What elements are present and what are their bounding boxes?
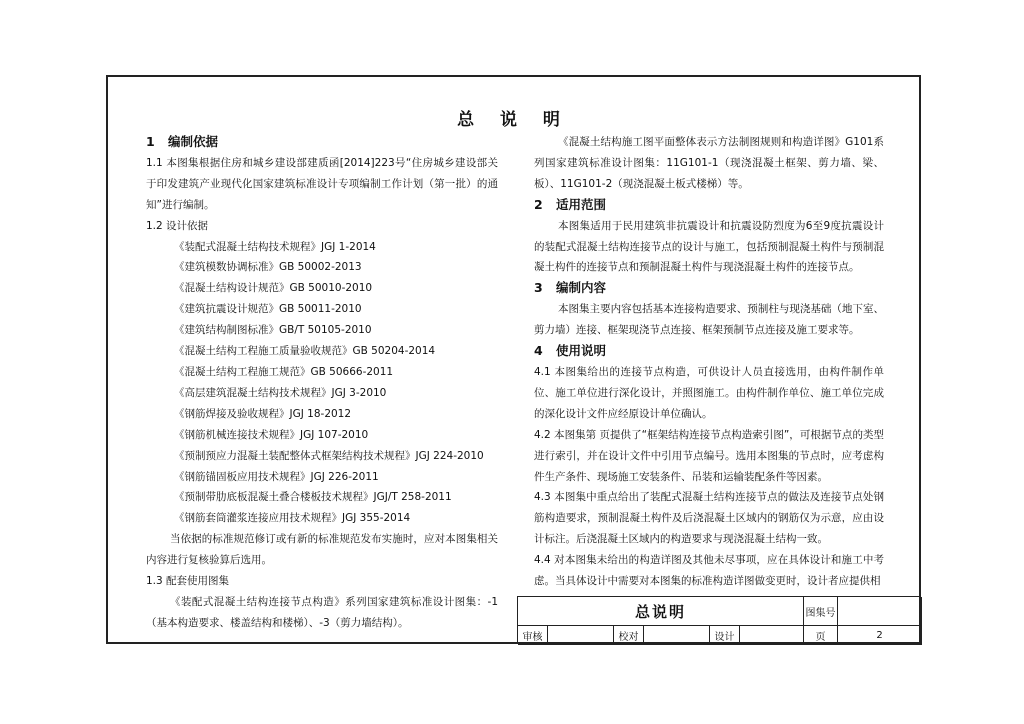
reference-item: 《混凝土结构工程施工规范》GB 50666-2011 — [174, 365, 394, 378]
section-number: 2 — [534, 196, 543, 212]
left-column — [146, 132, 498, 634]
paragraph-4-3: 4.3 本图集中重点给出了装配式混凝土结构连接节点的做法及连接节点处钢筋构造要求，预制混凝土构件及后浇混凝土区域内的钢筋仅为示意，应由设计标注。后浇混凝土区域内的构造要求与现浇混凝土结构一致。 — [534, 491, 884, 546]
drawing-frame — [106, 75, 921, 644]
drawing-name: 总说明 — [518, 597, 804, 626]
page-title: 总 说 明 — [457, 110, 570, 130]
reference-item: 《钢筋锚固板应用技术规程》JGJ 226-2011 — [174, 470, 379, 483]
right-column — [534, 132, 884, 592]
title-block — [517, 596, 921, 644]
section-number: 1 — [146, 134, 155, 149]
section-number: 4 — [534, 343, 543, 359]
check-signature — [644, 626, 710, 645]
section-2-heading — [534, 195, 884, 216]
review-label: 审核 — [518, 626, 548, 645]
design-label: 设计 — [710, 626, 740, 645]
reference-item: 《预制带肋底板混凝土叠合楼板技术规程》JGJ/T 258-2011 — [174, 491, 452, 504]
section-title: 编制内容 — [556, 280, 607, 296]
section-title: 编制依据 — [168, 134, 219, 149]
reference-item: 《高层建筑混凝土结构技术规程》JGJ 3-2010 — [174, 386, 387, 399]
reference-list — [146, 237, 498, 530]
reference-item: 《建筑模数协调标准》GB 50002-2013 — [174, 261, 362, 274]
atlas-number-value — [838, 597, 922, 626]
check-label: 校对 — [614, 626, 644, 645]
reference-item: 《预制预应力混凝土装配整体式框架结构技术规程》JGJ 224-2010 — [174, 449, 484, 462]
paragraph-1-3: 1.3 配套使用图集 — [146, 575, 230, 588]
section-number: 3 — [534, 280, 543, 296]
design-signature — [740, 626, 804, 645]
reference-item: 《混凝土结构设计规范》GB 50010-2010 — [174, 282, 373, 295]
paragraph-1-2: 1.2 设计依据 — [146, 219, 209, 232]
section-title: 使用说明 — [556, 343, 607, 359]
section-4-heading — [534, 341, 884, 362]
paragraph-g101: 《混凝土结构施工图平面整体表示方法制图规则和构造详图》G101系列国家建筑标准设计图集：11G101-1（现浇混凝土框架、剪力墙、梁、板）、11G101-2（现浇混凝土板式楼梯）等。 — [534, 136, 884, 190]
paragraph-4-1: 4.1 本图集给出的连接节点构造，可供设计人员直接选用，由构件制作单位、施工单位进行深化设计，并照图施工。由构件制作单位、施工单位完成的深化设计文件应经原设计单位确认。 — [534, 365, 884, 420]
reference-item: 《钢筋焊接及验收规程》JGJ 18-2012 — [174, 407, 352, 420]
review-signature — [548, 626, 614, 645]
section-3-heading — [534, 278, 884, 299]
paragraph-1-3-text: 《装配式混凝土结构连接节点构造》系列国家建筑标准设计图集：-1（基本构造要求、楼盖结构和楼梯）、-3（剪力墙结构）。 — [146, 595, 498, 629]
reference-item: 《建筑抗震设计规范》GB 50011-2010 — [174, 303, 362, 316]
paragraph-4-2: 4.2 本图集第 页提供了“框架结构连接节点构造索引图”，可根据节点的类型进行索引，并在设计文件中引用节点编号。选用本图集的节点时，应考虑构件生产条件、现场施工安装条件、吊装和运输装配条件等因素。 — [534, 428, 884, 483]
section-1-heading — [146, 132, 498, 153]
reference-item: 《建筑结构制图标准》GB/T 50105-2010 — [174, 324, 372, 337]
page-label: 页 — [804, 626, 838, 645]
section-title: 适用范围 — [556, 196, 607, 212]
reference-item: 《钢筋机械连接技术规程》JGJ 107-2010 — [174, 428, 369, 441]
reference-item: 《装配式混凝土结构技术规程》JGJ 1-2014 — [174, 240, 376, 253]
atlas-number-label: 图集号 — [804, 597, 838, 626]
paragraph-1-1: 1.1 本图集根据住房和城乡建设部建质函[2014]223号“住房城乡建设部关于印发建筑产业现代化国家建筑标准设计专项编制工作计划（第一批）的通知”进行编制。 — [146, 156, 498, 211]
paragraph-4-4: 4.4 对本图集未给出的构造详图及其他未尽事项，应在具体设计和施工中考虑。当具体设计中需要对本图集的标准构造详图做变更时，设计者应提供相 — [534, 554, 884, 588]
reference-item: 《钢筋套筒灌浆连接应用技术规程》JGJ 355-2014 — [174, 512, 411, 525]
page-number: 2 — [838, 626, 922, 645]
section-2-text: 本图集适用于民用建筑非抗震设计和抗震设防烈度为6至9度抗震设计的装配式混凝土结构连接节点的设计与施工，包括预制混凝土构件与预制混凝土构件的连接节点和预制混凝土构件与现浇混凝土构件的连接节点。 — [534, 219, 884, 274]
paragraph-note: 当依据的标准规范修订或有新的标准规范发布实施时，应对本图集相关内容进行复核验算后选用。 — [146, 533, 498, 567]
reference-item: 《混凝土结构工程施工质量验收规范》GB 50204-2014 — [174, 345, 436, 358]
section-3-text: 本图集主要内容包括基本连接构造要求、预制柱与现浇基础（地下室、剪力墙）连接、框架现浇节点连接、框架预制节点连接及施工要求等。 — [534, 303, 884, 337]
